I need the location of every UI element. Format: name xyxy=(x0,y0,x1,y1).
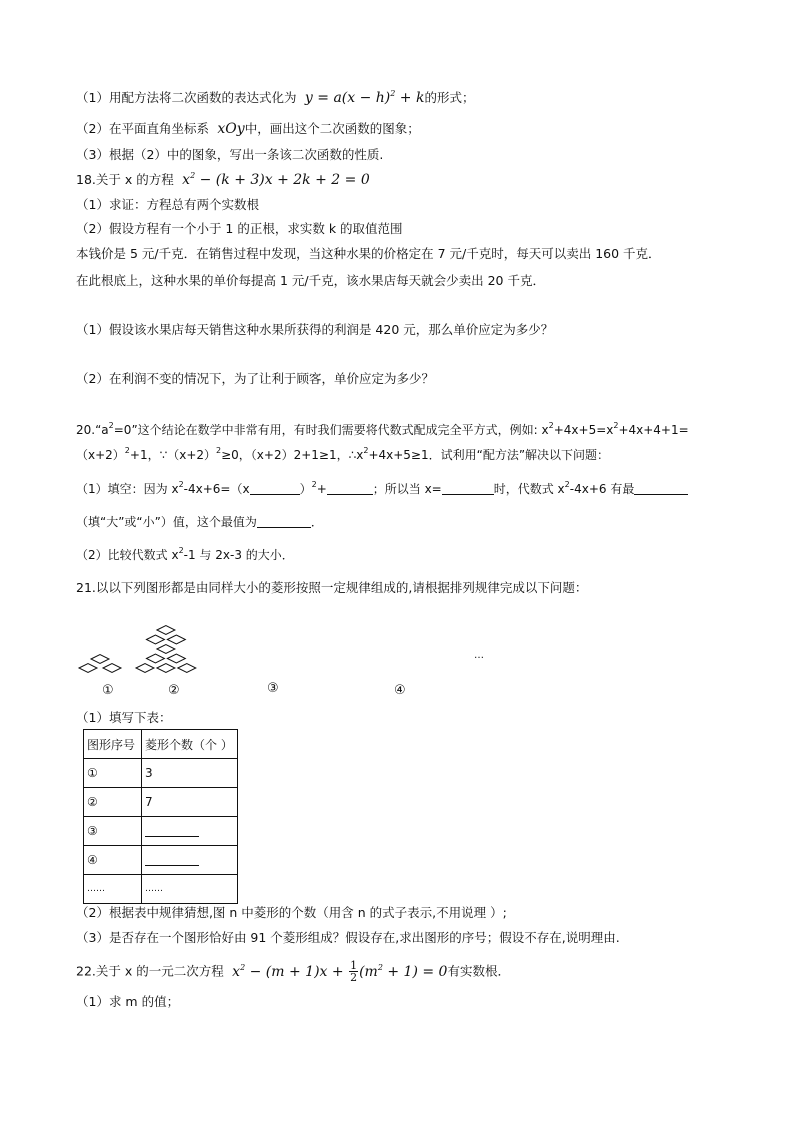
q19-line2: 在此根底上，这种水果的单价每提高 1 元/千克，该水果店每天就会少卖出 20 千克． xyxy=(76,273,545,288)
figure-index: ④ xyxy=(84,846,142,875)
rhombus xyxy=(178,664,196,673)
rhombus xyxy=(167,635,185,644)
rhombus-count: 3 xyxy=(142,759,238,788)
figure-label-2: ② xyxy=(168,683,180,698)
rhombus xyxy=(146,635,164,644)
q17-part3: （3）根据（2）中的图象，写出一条该二次函数的性质. xyxy=(76,147,384,162)
table-row xyxy=(84,817,238,846)
rhombus xyxy=(157,664,175,673)
answer-blank[interactable] xyxy=(145,852,199,866)
q19-line1: 本钱价是 5 元/千克．在销售过程中发现，当这种水果的价格定在 7 元/千克时，每天可以卖出 160 千克． xyxy=(76,246,661,261)
rhombus-count-table xyxy=(83,729,238,904)
q18-sub1: （1）求证：方程总有两个实数根 xyxy=(76,197,259,212)
figure-index: ③ xyxy=(84,817,142,846)
q18-sub2: （2）假设方程有一个小于 1 的正根，求实数 k 的取值范围 xyxy=(76,221,403,236)
figure-label-3: ③ xyxy=(267,681,279,696)
q20-compare: （2）比较代数式 $x^2-1$ 与 2x-3 的大小． xyxy=(76,546,294,562)
q19-sub2: （2）在利润不变的情况下，为了让利于顾客，单价应定为多少？ xyxy=(76,371,434,386)
answer-blank[interactable] xyxy=(145,823,199,837)
table-row xyxy=(84,788,238,817)
table-row xyxy=(84,846,238,875)
table-row xyxy=(84,759,238,788)
figure-label-4: ④ xyxy=(394,683,406,698)
rhombus xyxy=(79,664,97,673)
table-header-row xyxy=(84,730,238,759)
q21-sub2: （2）根据表中规律猜想,图 n 中菱形的个数（用含 n 的式子表示,不用说理 ）; xyxy=(76,905,507,920)
rhombus xyxy=(146,654,164,663)
q17-part1: （1）用配方法将二次函数的表达式化为 $y = a(x - h)^2 + k$的形式； xyxy=(76,89,475,106)
q18-stem: 18.关于 x 的方程 $x^2 - (k + 3)x + 2k + 2 = 0$ xyxy=(76,171,370,188)
q20-line1: $20.“a^2=0$”这个结论在数学中非常有用，有时我们需要将代数式配成完全平方式，例如: $x^2+4x+5=x^2+4x+4+1=$ xyxy=(76,421,689,437)
q21-sub3: （3）是否存在一个图形恰好由 91 个菱形组成？假设存在,求出图形的序号；假设不存在,说明理由. xyxy=(76,930,620,945)
rhombus-count-answer[interactable] xyxy=(142,846,238,875)
header-figure-index: 图形序号 xyxy=(84,730,142,759)
q21-stem: 21.以以下列图形都是由同样大小的菱形按照一定规律组成的,请根据排列规律完成以下问题： xyxy=(76,580,588,595)
q20-line2: $(x+2)^2+1$，$\because(x+2)^2\ge 0$，（x+2）2+1≥1，$\therefore x^2+4x+5\ge 1$．试利用“配方法”解决以下问题： xyxy=(76,446,610,462)
table-row xyxy=(84,875,238,904)
header-rhombus-count: 菱形个数（个 ） xyxy=(142,730,238,759)
rhombus-count: …… xyxy=(142,875,238,904)
vertex-form-formula: $y = a(x - h)^2 + k$ xyxy=(300,89,425,106)
figure-index: ② xyxy=(84,788,142,817)
rhombus-count: 7 xyxy=(142,788,238,817)
q22-stem: 22.关于 x 的一元二次方程 $x^2 - (m + 1)x$ + $\frac{1}{2}$ $(m^2 + 1) = 0$有实数根． xyxy=(76,959,510,984)
q19-sub1: （1）假设该水果店每天销售这种水果所获得的利润是 420 元，那么单价应定为多少？ xyxy=(76,322,554,337)
q22-equation: $x^2 - (m + 1)x$ + $\frac{1}{2}$ $(m^2 + 1) = 0$ xyxy=(227,959,448,984)
figure-index: ① xyxy=(84,759,142,788)
q20-fill-line2: （填“大”或“小”）值，这个最值为 ． xyxy=(76,515,323,529)
rhombus xyxy=(91,655,109,664)
rhombus xyxy=(167,654,185,663)
figures-ellipsis: … xyxy=(474,650,484,661)
figure-label-1: ① xyxy=(102,683,114,698)
q21-sub1: （1）填写下表： xyxy=(76,710,172,725)
xoy-symbol: xOy xyxy=(212,121,245,137)
q17-part2: （2）在平面直角坐标系 xOy中，画出这个二次函数的图象； xyxy=(76,121,420,137)
figure-index: …… xyxy=(84,875,142,904)
rhombus xyxy=(157,626,175,635)
rhombus xyxy=(136,664,154,673)
rhombus xyxy=(103,664,121,673)
rhombus-count-answer[interactable] xyxy=(142,817,238,846)
q18-equation: $x^2 - (k + 3)x + 2k + 2 = 0$ xyxy=(177,171,370,188)
rhombus xyxy=(157,645,175,654)
q22-sub1: （1）求 m 的值； xyxy=(76,994,180,1009)
q20-fill-line1: （1）填空：因为 $x^2-4x+6=(x$ ）$^2$+ ；所以当 x= 时，代数式 $x^2-4x+6$ 有最 xyxy=(76,480,688,498)
